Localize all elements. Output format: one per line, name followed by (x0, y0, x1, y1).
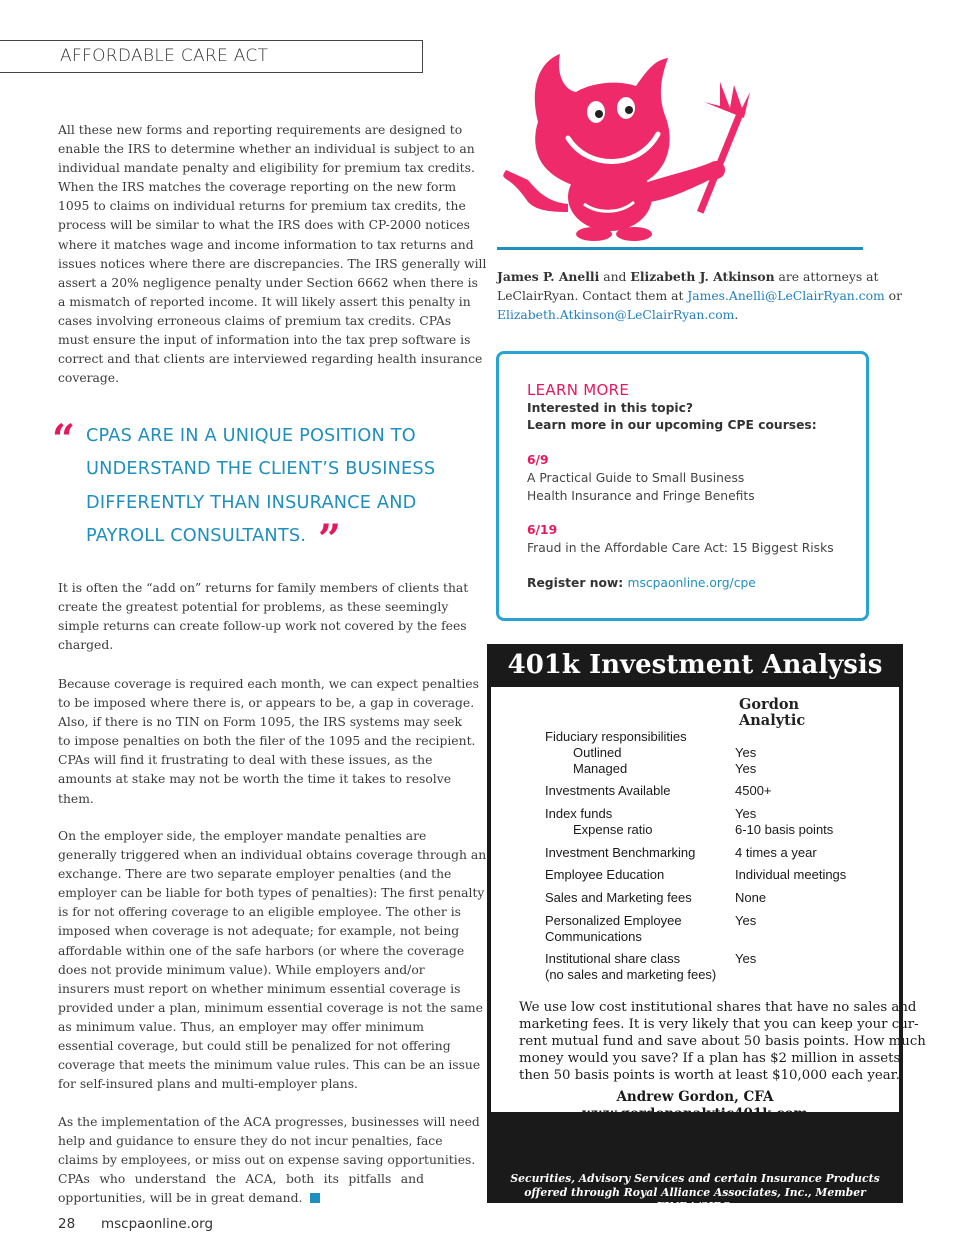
article-paragraph-2: It is often the “add on” returns for family members of clients that create the greatest potential for problems, as these seemingly simple returns can create follow-up work not covered by the fees charged. (58, 581, 469, 653)
email-link-atkinson[interactable]: Elizabeth.Atkinson@LeClairRyan.com (497, 308, 735, 322)
register-line: Register now: mscpaonline.org/cpe (527, 576, 756, 590)
course-title-1b: Health Insurance and Fringe Benefits (527, 489, 755, 503)
ad-disclaimer: Securities, Advisory Services and certain Insurance Products offered through Royal Alliance Associates, Inc., Member FINRA/SIPG. (510, 1172, 880, 1213)
article-paragraph-5: As the implementation of the ACA progresses, businesses will need help and guidance to ensure they do not incur penalties, face claims by employees, or miss out on expense saving opportunities. CPAs who understand the ACA, both its pitfalls and opportunities, will be in great demand. (58, 1115, 480, 1206)
article-paragraph-3: Because coverage is required each month, we can expect penalties to be imposed where there is, or appears to be, a gap in coverage. Also, if there is no TIN on Form 1095, the IRS systems may seek to impose penalties on both the filer of the 1095 and the recipient. CPAs will find it frustrating to deal with these issues, as the amounts at stake may not be worth the time it takes to resolve them. (58, 677, 479, 806)
ad-website[interactable]: www.gordonanalytic401k.com (582, 1106, 808, 1122)
devil-hand (707, 161, 725, 179)
ad-column-header: Gordon Analytic (739, 696, 806, 729)
end-mark-square (310, 1193, 320, 1203)
ad-contact: Andrew Gordon, CFA www.gordonanalytic401k.com agordon@royalaa.com 781-891-7283 (487, 1089, 903, 1157)
course-title-1a: A Practical Guide to Small Business (527, 471, 745, 485)
advertisement-401k (487, 644, 926, 1213)
ad-email[interactable]: agordon@royalaa.com (611, 1123, 779, 1139)
email-link-anelli[interactable]: James.Anelli@LeClairRyan.com (687, 289, 885, 303)
article-paragraph-4: On the employer side, the employer mandate penalties are generally triggered when an individual obtains coverage through an exchange. There are two separate employer penalties (and the employer can be liable for both types of penalties): The first penalty is for not offering coverage to an eligible employee. The other is imposed when coverage is not adequate; for example, not being affordable within one of the safe harbors (or where the coverage does not provide minimum value). While employers and/or insurers must report on whether minimum essential coverage is provided under a plan, minimum essential coverage is not the same as minimum value. Thus, an employer may offer minimum essential coverage, but could still be penalized for not offering coverage that meets the minimum value rules. This can be an issue for self-insured plans and multi-employer plans. (58, 829, 487, 1092)
devil-foot-left (576, 227, 612, 241)
learn-more-box: LEARN MORE Interested in this topic? Learn more in our upcoming CPE courses: 6/9 A Practical Guide to Small Business Health Insurance and Fringe Benefits 6/19 Fraud in the Affordable Care Act: 15 Biggest Risks Register now: mscpaonline.org/cpe (496, 351, 869, 621)
course-date-2: 6/19 (527, 523, 558, 537)
section-title: AFFORDABLE CARE ACT (60, 46, 269, 66)
trident-head (704, 82, 750, 118)
devil-head (535, 54, 670, 190)
learn-more-title: LEARN MORE (527, 381, 630, 399)
course-title-2: Fraud in the Affordable Care Act: 15 Biggest Risks (527, 541, 834, 555)
devil-mascot-illustration (498, 52, 798, 242)
section-header (0, 40, 423, 73)
author-bio: James P. Anelli and Elizabeth J. Atkinson are attorneys at LeClairRyan. Contact them at James.Anelli@LeClairRyan.com or Elizabeth.Atkinson@LeClairRyan.com. (497, 269, 903, 322)
page-number: 28 (58, 1216, 76, 1232)
footer-site: mscpaonline.org (101, 1216, 214, 1232)
close-quote-mark: ” (318, 516, 342, 563)
ad-content: Gordon Analytic Fiduciary responsibilities Outlined Yes Managed Yes Investments Available 4500+ Index funds Yes Expense ratio 6-10 basis points Investment Benchmarking 4 times a year Employee Education Individual meetings Sales and Marketing fees None Personalized Employee Yes Communications Institutional share class Yes (no sales and marketing fees) We use low cost institutional shares that have no sales and marketing fees. It is very likely that you can keep your cur- rent mutual fund and save about 50 basis points. How much money would you save? If a plan has $2 million in assets then 50 basis points is worth at least $10,000 each year. Andrew Gordon, CFA www.gordonanalytic401k.com agordon@royalaa.com 781-891-7283 (491, 687, 899, 1112)
ad-phone: 781-891-7283 (642, 1140, 748, 1156)
divider-rule (497, 247, 863, 250)
ad-title: 401k Investment Analysis (507, 650, 883, 680)
course-date-1: 6/9 (527, 453, 549, 467)
open-quote-mark: “ (52, 416, 76, 463)
devil-pupil-right (625, 106, 633, 114)
article-paragraph-1: All these new forms and reporting requirements are designed to enable the IRS to determine whether an individual is subject to an individual mandate penalty and eligibility for premium tax credits. When the IRS matches the coverage reporting on the new form 1095 to claims on individual returns for premium tax credits, the process will be similar to what the IRS does with CP-2000 notices where it matches wage and income information to tax returns and issues notices where there are discrepancies. The IRS generally will assert a 20% negligence penalty under Section 6662 when there is a mismatch of reported income. It will likely assert this penalty in cases involving erroneous claims of premium tax credits. CPAs must ensure the input of information into the tax prep software is correct and that clients are interviewed regarding health insurance coverage. (58, 123, 487, 386)
devil-foot-right (616, 227, 652, 241)
devil-pupil-left (595, 110, 603, 118)
pull-quote: CPAS ARE IN A UNIQUE POSITION TO UNDERSTAND THE CLIENT’S BUSINESS DIFFERENTLY THAN INSURANCE AND PAYROLL CONSULTANTS. (86, 426, 436, 547)
ad-paragraph: We use low cost institutional shares that have no sales and marketing fees. It is very likely that you can keep your cur- rent mutual fund and save about 50 basis points. How much money would you save? If a plan has $2 million in assets then 50 basis points is worth at least $10,000 each year. (519, 1000, 926, 1083)
register-link[interactable]: mscpaonline.org/cpe (627, 576, 756, 590)
